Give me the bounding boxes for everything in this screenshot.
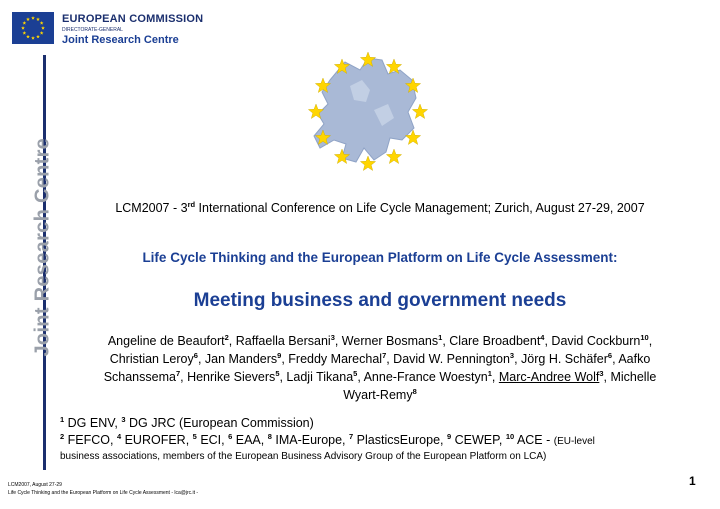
affiliation-mark: 3 <box>599 369 604 378</box>
author-name: , Jörg H. Schäfer <box>514 352 608 366</box>
conference-ordinal: rd <box>187 200 196 209</box>
author-name: , Raffaella Bersani <box>228 334 331 348</box>
affiliation-number: 7 <box>349 432 354 441</box>
affiliation-text: DG JRC (European Commission) <box>125 416 314 430</box>
affiliation-text: PlasticsEurope, <box>353 433 447 447</box>
affiliation-number: 6 <box>228 432 233 441</box>
affiliations-line-2 <box>60 432 710 447</box>
affiliation-text: CEWEP, <box>451 433 506 447</box>
author-name: , Werner Bosmans <box>334 334 439 348</box>
affiliation-text: EUROFER, <box>121 433 193 447</box>
affiliation-text: IMA-Europe, <box>271 433 350 447</box>
page-number: 1 <box>689 474 696 488</box>
affiliation-text: EAA, <box>232 433 268 447</box>
org-title: EUROPEAN COMMISSION <box>62 13 204 25</box>
affiliation-mark: 7 <box>175 369 181 378</box>
affiliation-mark: 3 <box>330 333 335 342</box>
affiliation-number: 4 <box>116 432 122 441</box>
affiliation-text: FEFCO, <box>64 433 117 447</box>
author-name: , Freddy Marechal <box>281 352 383 366</box>
europe-map-icon <box>290 40 440 180</box>
affiliation-number: 8 <box>267 432 272 441</box>
author-name: , David W. Pennington <box>386 352 510 366</box>
author-name: Christian Leroy <box>109 352 194 366</box>
presentation-subtitle: Life Cycle Thinking and the European Platform on Life Cycle Assessment: <box>142 250 618 265</box>
affiliations-line-3: business associations, members of the European Business Advisory Group of the European Platform on LCA) <box>60 451 547 462</box>
affiliation-mark: 10 <box>640 333 649 342</box>
conference-line <box>50 200 710 215</box>
author-name: , David Cockburn <box>544 334 641 348</box>
org-subtitle: DIRECTORATE-GENERAL <box>62 27 123 33</box>
author-name: , Michelle <box>603 370 657 384</box>
author-name: , <box>491 370 499 384</box>
author-name: Wyart-Remy <box>343 388 413 402</box>
eu-stars-circle-icon <box>12 12 54 44</box>
affiliation-mark: 6 <box>607 351 613 360</box>
author-name: , Aafko <box>612 352 651 366</box>
affiliation-mark: 6 <box>193 351 198 360</box>
affiliation-mark: 3 <box>509 351 515 360</box>
affiliation-mark: 1 <box>487 369 492 378</box>
conference-prefix: LCM2007 - 3 <box>115 201 188 215</box>
affiliation-number: 3 <box>121 415 126 424</box>
affiliation-mark: 1 <box>438 333 443 342</box>
affiliation-mark: 5 <box>353 369 358 378</box>
author-name: , Jan Manders <box>197 352 278 366</box>
affiliation-mark: 4 <box>540 333 545 342</box>
author-name: , Henrike Sievers <box>180 370 276 384</box>
author-name: Angeline de Beaufort <box>107 334 225 348</box>
author-name: , Ladji Tikana <box>279 370 354 384</box>
affiliation-mark: 5 <box>275 369 280 378</box>
footer-line-1: LCM2007, August 27-29 <box>8 482 62 488</box>
org-unit: Joint Research Centre <box>62 34 179 46</box>
footer-line-2: Life Cycle Thinking and the European Platform on Life Cycle Assessment - lca@jrc.it - <box>8 490 199 496</box>
author-name: , <box>648 334 653 348</box>
author-name: Marc-Andree Wolf <box>498 370 600 384</box>
affiliation-text: ECI, <box>196 433 229 447</box>
presentation-title: Meeting business and government needs <box>193 290 567 311</box>
map-star-icon <box>412 104 427 118</box>
affiliation-number: 9 <box>446 432 452 441</box>
eu-flag-logo <box>12 12 54 44</box>
map-star-icon <box>386 149 401 163</box>
affiliation-mark: 9 <box>277 351 282 360</box>
authors-line-4 <box>50 383 710 404</box>
affiliation-text: ACE - <box>514 433 554 447</box>
affiliation-mark: 2 <box>224 333 229 342</box>
affiliation-mark: 7 <box>382 351 387 360</box>
affiliation-mark: 8 <box>412 387 417 396</box>
affiliation-text: DG ENV, <box>64 416 122 430</box>
author-name: , Clare Broadbent <box>442 334 541 348</box>
affiliation-number: 2 <box>60 432 65 441</box>
affiliations-line-1 <box>60 415 710 430</box>
author-name: , Anne-France Woestyn <box>357 370 488 384</box>
side-label: Joint Research Centre <box>31 137 54 357</box>
conference-rest: International Conference on Life Cycle Management; Zurich, August 27-29, 2007 <box>195 201 645 215</box>
affiliation-number: 10 <box>505 432 515 441</box>
affiliation-text: (EU-level <box>553 436 595 447</box>
affiliation-number: 1 <box>60 415 65 424</box>
affiliation-number: 5 <box>192 432 197 441</box>
author-name: Schanssema <box>103 370 176 384</box>
